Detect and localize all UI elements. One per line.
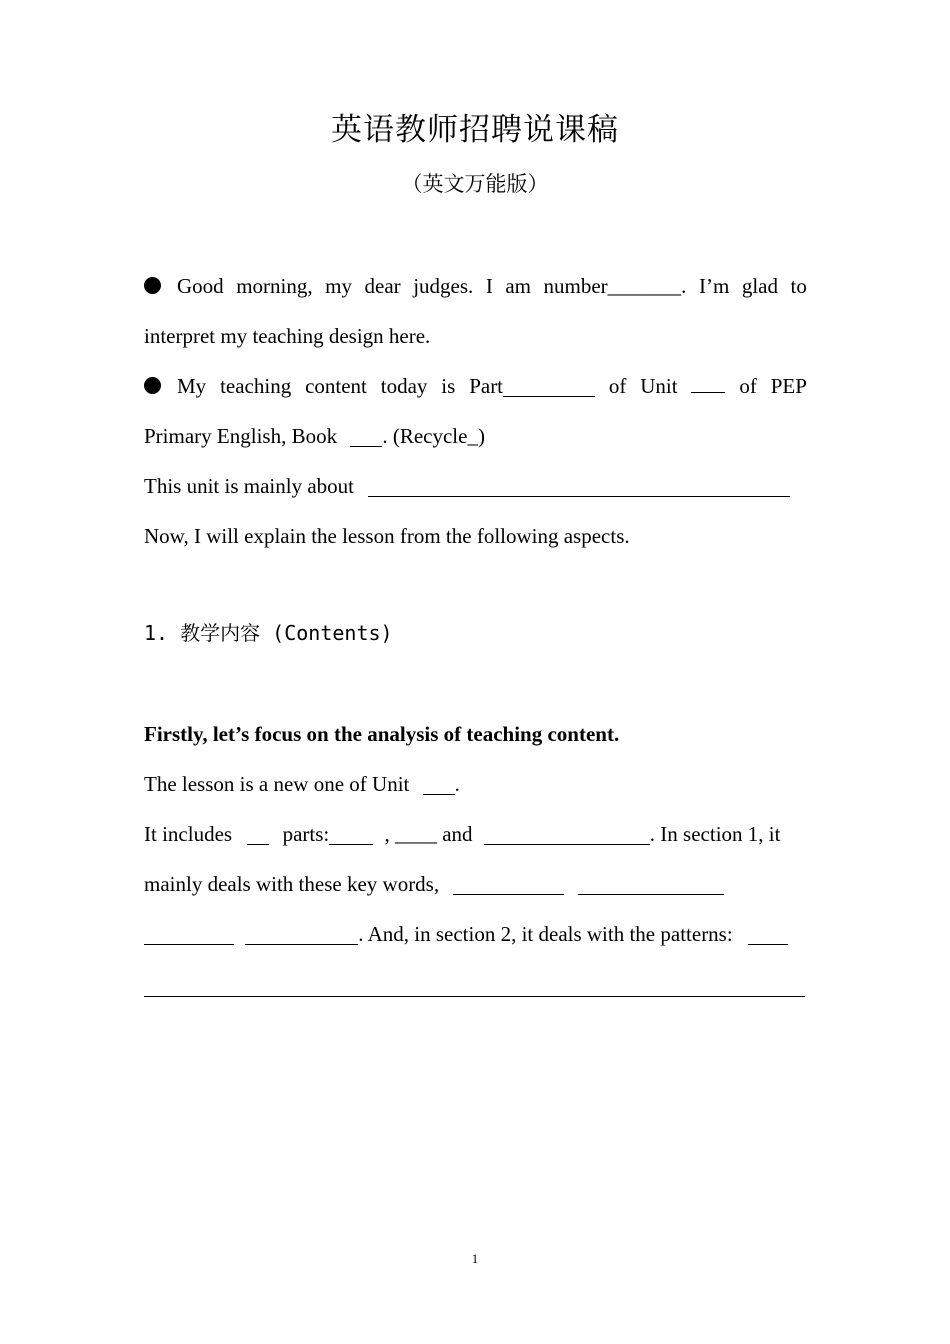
document-title: 英语教师招聘说课稿 <box>331 112 619 148</box>
word: dear <box>364 274 401 298</box>
unit-blank[interactable] <box>691 372 725 393</box>
includes-label: It includes <box>144 822 233 846</box>
word: today <box>380 374 428 398</box>
unit-number-blank[interactable] <box>423 774 455 795</box>
section1-label: . In section 1, it <box>649 822 781 846</box>
word: glad <box>741 274 778 298</box>
word: am <box>505 274 531 298</box>
word: teaching <box>220 374 292 398</box>
pattern-blank-line[interactable] <box>144 996 805 997</box>
word: Unit <box>640 374 678 398</box>
book-blank[interactable] <box>350 426 382 447</box>
about-line <box>144 471 807 501</box>
keyword-blank-3[interactable] <box>144 924 234 945</box>
explain-line: Now, I will explain the lesson from the following aspects. <box>144 524 630 548</box>
new-one-label: The lesson is a new one of Unit <box>144 772 410 796</box>
pattern-blank-1[interactable] <box>748 924 788 945</box>
about-label: This unit is mainly about <box>144 474 354 498</box>
keyword-blank-4[interactable] <box>245 924 358 945</box>
word: morning, <box>236 274 313 298</box>
part-1-blank[interactable] <box>329 824 373 845</box>
section-heading-contents: 1. 教学内容 (Contents) <box>144 621 393 645</box>
about-blank[interactable] <box>368 476 790 497</box>
intro-line-1 <box>144 271 807 301</box>
content-line-2 <box>144 421 807 451</box>
word: of <box>608 374 627 398</box>
word: PEP <box>770 374 807 398</box>
patterns-line <box>144 919 807 949</box>
parts-count-blank[interactable] <box>247 824 269 845</box>
document-subtitle: （英文万能版） <box>401 172 549 196</box>
focus-line: Firstly, let’s focus on the analysis of teaching content. <box>144 722 620 746</box>
intro-line-2: interpret my teaching design here. <box>144 324 431 348</box>
recycle-label: . (Recycle_) <box>382 424 485 448</box>
word: I <box>485 274 493 298</box>
word: number_______. <box>543 274 687 298</box>
word: I’m <box>698 274 730 298</box>
and-label: , ____ and <box>384 822 473 846</box>
part-3-blank[interactable] <box>484 824 650 845</box>
bullet-icon <box>144 277 161 294</box>
book-label: Primary English, Book <box>144 424 338 448</box>
new-one-line <box>144 769 807 799</box>
patterns-label: . And, in section 2, it deals with the patterns: <box>358 922 733 946</box>
part-blank[interactable] <box>503 376 595 397</box>
word: content <box>305 374 367 398</box>
word: is <box>441 374 456 398</box>
intro-first-word: Good <box>144 271 224 301</box>
content-first-word: My <box>144 371 206 401</box>
keyword-blank-2[interactable] <box>578 874 724 895</box>
period: . <box>454 772 460 796</box>
page-number: 1 <box>471 1251 479 1266</box>
word: judges. <box>413 274 474 298</box>
word: to <box>790 274 807 298</box>
includes-line <box>144 819 807 849</box>
keywords-label: mainly deals with these key words, <box>144 872 440 896</box>
word: of <box>739 374 757 398</box>
keywords-line <box>144 869 807 899</box>
parts-label: parts: <box>282 822 330 846</box>
word: my <box>325 274 352 298</box>
bullet-icon <box>144 377 161 394</box>
part-with-blank: Part <box>469 371 595 401</box>
content-line-1 <box>144 371 807 401</box>
keyword-blank-1[interactable] <box>453 874 564 895</box>
